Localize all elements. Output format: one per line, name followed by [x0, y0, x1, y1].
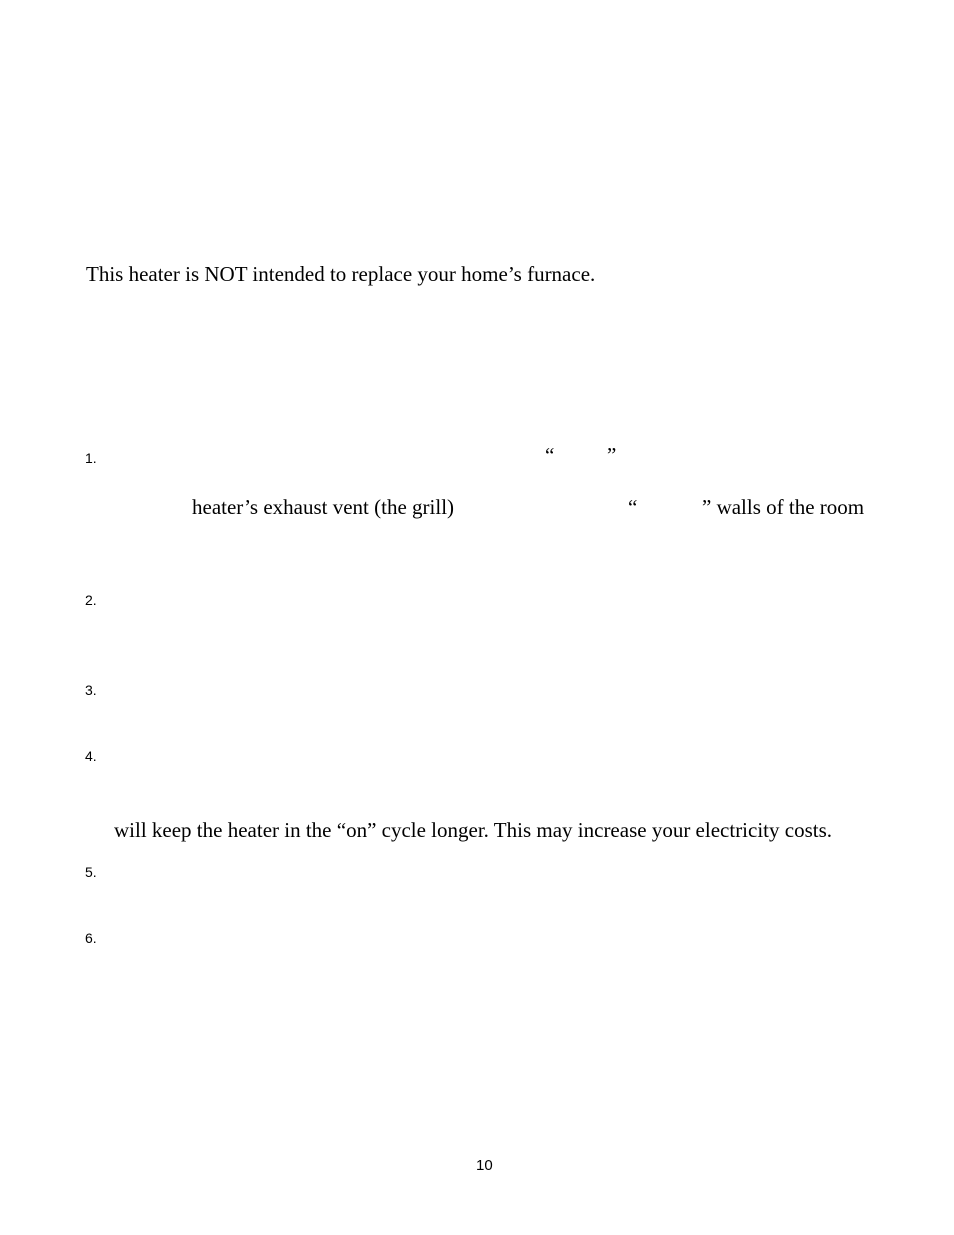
- open-quote-mark: “: [545, 443, 555, 467]
- list-item-number-1: 1.: [85, 450, 97, 466]
- list-item-number-3: 3.: [85, 682, 97, 698]
- list-item-number-2: 2.: [85, 592, 97, 608]
- on-cycle-text: will keep the heater in the “on” cycle longer. This may increase your electricity costs.: [114, 818, 833, 842]
- intro-paragraph: This heater is NOT intended to replace your home’s furnace.: [86, 262, 596, 286]
- exhaust-vent-text: heater’s exhaust vent (the grill): [192, 495, 455, 519]
- walls-of-room-text: ” walls of the room: [702, 495, 865, 519]
- list-item-number-5: 5.: [85, 864, 97, 880]
- list-item-number-4: 4.: [85, 748, 97, 764]
- list-item-number-6: 6.: [85, 930, 97, 946]
- close-quote-mark: ”: [607, 443, 617, 467]
- page-number: 10: [476, 1157, 493, 1174]
- open-quote-mark-2: “: [628, 495, 638, 519]
